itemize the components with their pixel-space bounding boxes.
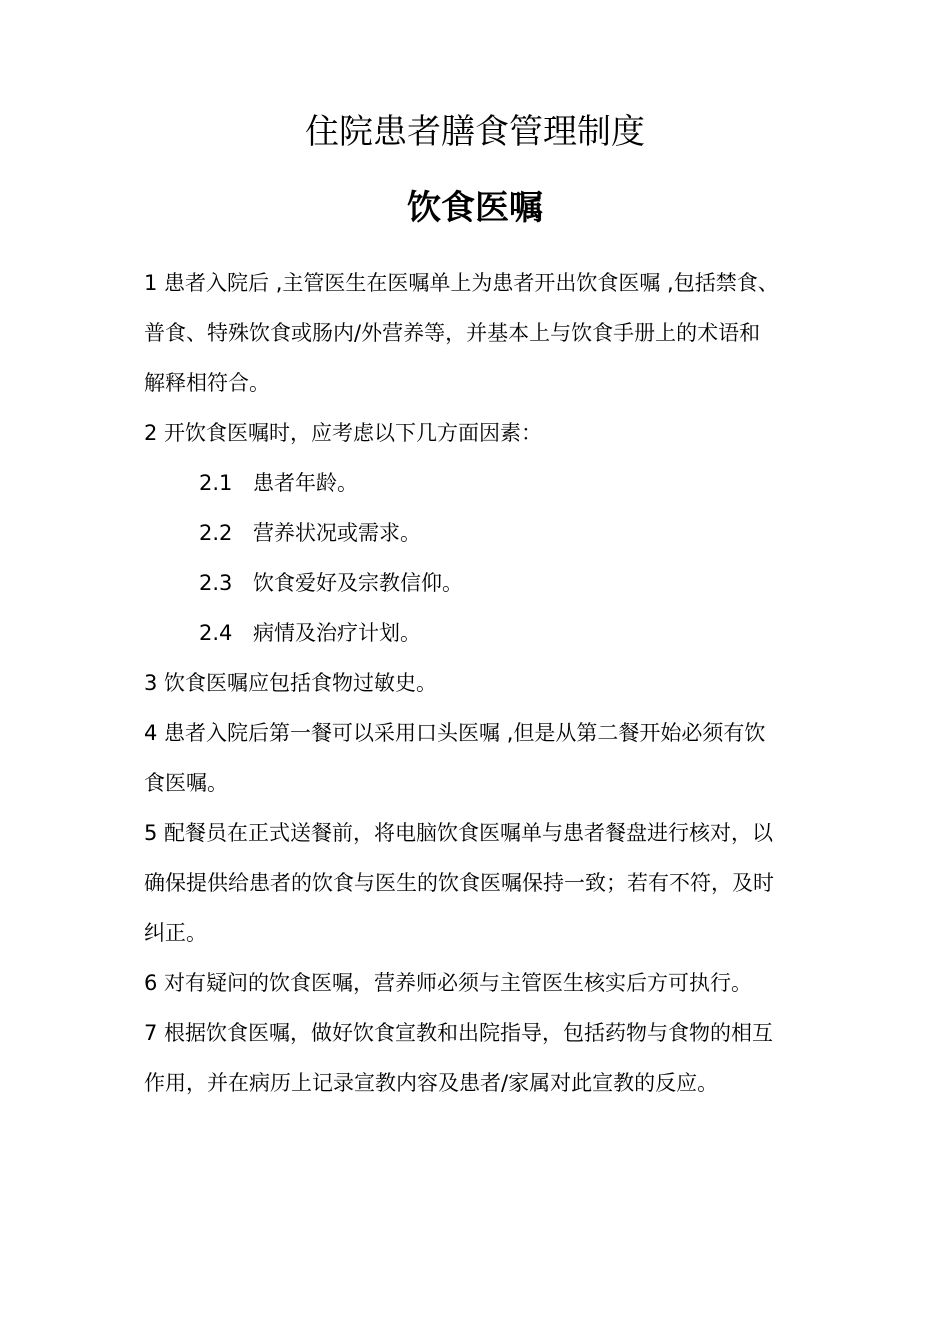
paragraph-item-1 bbox=[144, 258, 810, 408]
subitem-text: 病情及治疗计划。 bbox=[253, 621, 421, 645]
subitem-number: 2.3 bbox=[199, 571, 233, 595]
subitem-2-1 bbox=[144, 458, 810, 508]
text-line: 2 开饮食医嘱时，应考虑以下几方面因素： bbox=[144, 421, 543, 445]
document-title: 住院患者膳食管理制度 bbox=[305, 112, 645, 152]
paragraph-item-2 bbox=[144, 408, 810, 458]
text-line: 作用，并在病历上记录宣教内容及患者/家属对此宣教的反应。 bbox=[144, 1071, 719, 1095]
section-heading: 饮食医嘱 bbox=[407, 188, 543, 228]
subitem-2-2 bbox=[144, 508, 810, 558]
text-line: 确保提供给患者的饮食与医生的饮食医嘱保持一致；若有不符，及时 bbox=[144, 871, 774, 895]
paragraph-item-3 bbox=[144, 658, 810, 708]
paragraph-item-7 bbox=[144, 1008, 810, 1108]
paragraph-item-4 bbox=[144, 708, 810, 808]
text-line: 纠正。 bbox=[144, 921, 207, 945]
text-line: 1 患者入院后 ,主管医生在医嘱单上为患者开出饮食医嘱 ,包括禁食、 bbox=[144, 271, 779, 295]
paragraph-item-6 bbox=[144, 958, 810, 1008]
text-line: 7 根据饮食医嘱，做好饮食宣教和出院指导，包括药物与食物的相互 bbox=[144, 1021, 774, 1045]
text-line: 解释相符合。 bbox=[144, 371, 270, 395]
text-line: 6 对有疑问的饮食医嘱，营养师必须与主管医生核实后方可执行。 bbox=[144, 971, 753, 995]
subitem-number: 2.4 bbox=[199, 621, 233, 645]
subitem-2-3 bbox=[144, 558, 810, 608]
paragraph-item-5 bbox=[144, 808, 810, 958]
text-line: 4 患者入院后第一餐可以采用口头医嘱 ,但是从第二餐开始必须有饮 bbox=[144, 721, 766, 745]
subitem-number: 2.1 bbox=[199, 471, 233, 495]
subitem-text: 营养状况或需求。 bbox=[253, 521, 421, 545]
text-line: 3 饮食医嘱应包括食物过敏史。 bbox=[144, 671, 438, 695]
subitem-2-4 bbox=[144, 608, 810, 658]
subitem-list bbox=[144, 458, 810, 658]
subitem-text: 饮食爱好及宗教信仰。 bbox=[253, 571, 463, 595]
subitem-number: 2.2 bbox=[199, 521, 233, 545]
document-body bbox=[144, 258, 810, 1108]
subitem-text: 患者年龄。 bbox=[253, 471, 358, 495]
text-line: 5 配餐员在正式送餐前，将电脑饮食医嘱单与患者餐盘进行核对，以 bbox=[144, 821, 774, 845]
text-line: 食医嘱。 bbox=[144, 771, 228, 795]
text-line: 普食、特殊饮食或肠内/外营养等，并基本上与饮食手册上的术语和 bbox=[144, 321, 761, 345]
